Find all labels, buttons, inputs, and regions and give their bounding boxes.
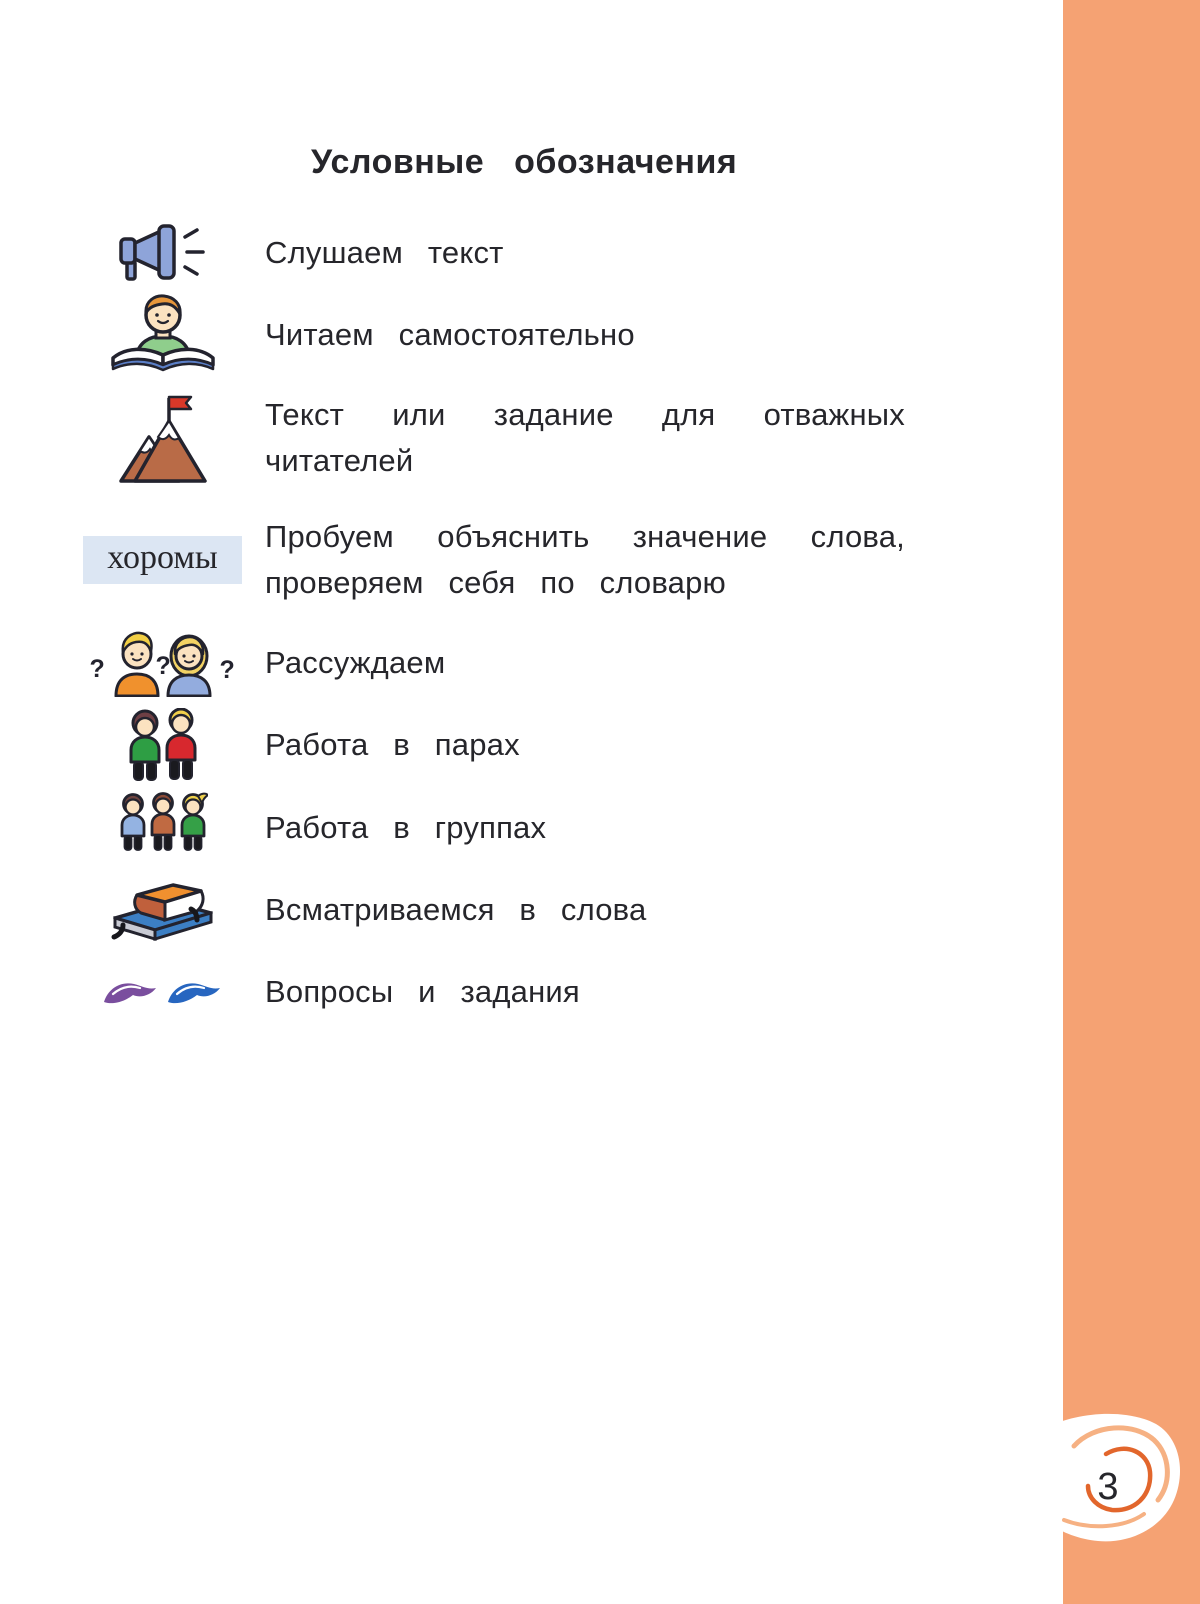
legend-label: Работа в парах (265, 727, 520, 762)
stacked-books-icon (60, 878, 265, 942)
wave-purple (104, 983, 156, 1003)
legend-label: Работа в группах (265, 810, 547, 845)
legend-label: Текст или задание для отважных читателей (265, 397, 905, 478)
legend-row-read (60, 295, 995, 375)
question-mark-icon: ? (89, 655, 105, 683)
pair-icon (60, 708, 265, 782)
page-number: 3 (1097, 1466, 1119, 1508)
legend-label: Всматриваемся в слова (265, 892, 647, 927)
legend-row-groups (60, 790, 995, 866)
children-questions-icon (60, 629, 265, 697)
legend-label: Пробуем объяснить значение слова, проверяем себя по словарю (265, 519, 905, 600)
question-mark-icon: ? (155, 652, 171, 680)
legend-row-dictionary (60, 505, 995, 615)
legend-label: Рассуждаем (265, 645, 446, 680)
question-mark-icon: ? (219, 656, 235, 684)
legend-row-reason (60, 628, 995, 698)
legend-row-words (60, 873, 995, 947)
legend-row-brave (60, 385, 995, 491)
legend-label: Слушаем текст (265, 235, 504, 270)
highlighted-word: хоромы (83, 536, 241, 584)
page-title: Условные обозначения (311, 142, 738, 181)
legend-label: Вопросы и задания (265, 974, 580, 1009)
wave-blue (168, 983, 220, 1003)
sidebar-band (1063, 0, 1200, 1604)
legend-label: Читаем самостоятельно (265, 317, 635, 352)
waves-icon (60, 977, 265, 1007)
group-icon (60, 792, 265, 864)
legend-row-listen (60, 215, 995, 291)
legend-row-questions (60, 955, 995, 1029)
legend-row-pairs (60, 708, 995, 782)
mountain-flag-icon (60, 391, 265, 485)
child-reading-icon (60, 294, 265, 376)
megaphone-icon (60, 223, 265, 283)
